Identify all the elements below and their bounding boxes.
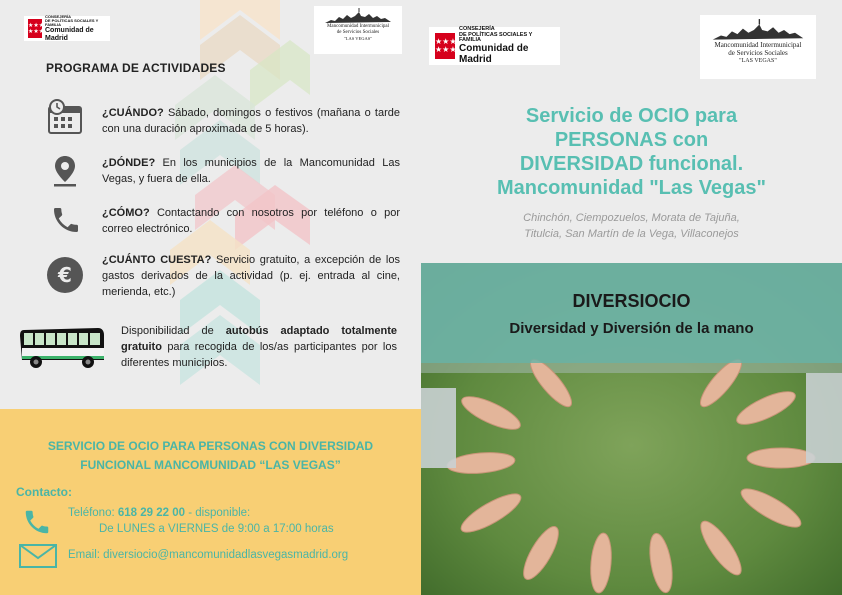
logo-line1: CONSEJERÍA <box>45 13 72 19</box>
when-text <box>102 105 400 137</box>
towns-line2: Titulcia, San Martín de la Vega, Villaconejos <box>524 228 739 240</box>
hours-line: De LUNES a VIERNES de 9:00 a 17:00 horas <box>99 523 334 535</box>
brand-band <box>421 263 842 363</box>
madrid-flag-icon: ★ ★ ★ ★ ★ ★ <box>435 33 455 59</box>
program-title: PROGRAMA DE ACTIVIDADES <box>46 61 226 75</box>
manc-line3: "LAS VEGAS" <box>343 36 373 41</box>
calendar-icon <box>46 99 84 135</box>
bus-pre: Disponibilidad de <box>121 325 226 337</box>
svg-text:€: € <box>58 263 72 287</box>
mancomunidad-logo <box>314 6 402 54</box>
bus-bold: autobús adaptado totalmente gratuito <box>121 325 397 353</box>
phone-post: - disponible: <box>185 507 251 519</box>
skyline-icon <box>710 19 806 41</box>
euro-icon <box>46 256 84 294</box>
brand-tagline: Diversidad y Diversión de la mano <box>509 320 754 337</box>
contact-section <box>0 409 421 595</box>
location-pin-icon <box>52 154 78 188</box>
manc-line1: Mancomunidad Intermunicipal <box>714 41 802 49</box>
phone-icon <box>50 204 82 236</box>
how-text <box>102 205 400 237</box>
email-link[interactable]: Email: diversiocio@mancomunidadlasvegasmadrid.org <box>68 549 349 561</box>
where-label: ¿DÓNDE? <box>102 157 156 169</box>
logo-line3: Comunidad de Madrid <box>45 27 94 42</box>
envelope-icon <box>18 543 58 569</box>
logo-line3: Comunidad de Madrid <box>459 43 529 65</box>
cover-panel <box>421 0 842 595</box>
logo-line2: DE POLÍTICAS SOCIALES Y FAMILIA <box>459 31 533 44</box>
towns-list <box>421 210 842 242</box>
brand-name: DIVERSIOCIO <box>572 291 691 311</box>
bus-post: para recogida de los/as participantes por los diferentes municipios. <box>121 341 397 369</box>
cover-title-line4: Mancomunidad "Las Vegas" <box>496 177 767 199</box>
cost-label: ¿CUÁNTO CUESTA? <box>102 254 212 266</box>
phone-icon <box>22 507 52 537</box>
where-desc: En los municipios de la Mancomunidad Las Vegas, y fuera de ella. <box>102 157 400 185</box>
contact-title <box>14 437 407 475</box>
cost-text <box>102 252 400 300</box>
cover-title <box>421 104 842 200</box>
phone-line <box>68 507 250 519</box>
manc-line3: "LAS VEGAS" <box>739 58 777 64</box>
towns-line1: Chinchón, Ciempozuelos, Morata de Tajuña, <box>523 212 740 224</box>
phone-number[interactable]: 618 29 22 00 <box>117 507 186 519</box>
cover-title-line2: PERSONAS con <box>554 129 709 151</box>
logo-line2: DE POLÍTICAS SOCIALES Y FAMILIA <box>45 18 99 28</box>
how-label: ¿CÓMO? <box>102 207 150 219</box>
how-desc: Contactando con nosotros por teléfono o por correo electrónico. <box>102 207 400 235</box>
madrid-flag-icon: ★ ★ ★ ★ ★ ★ <box>28 19 42 38</box>
contact-label: Contacto: <box>16 485 72 499</box>
phone-label: Teléfono: <box>68 507 118 519</box>
comunidad-madrid-logo <box>429 27 560 65</box>
cost-desc: Servicio gratuito, a excepción de los gastos derivados de la actividad (p. ej. entrada al cine, merienda, etc.) <box>102 254 400 298</box>
cover-title-line1: Servicio de OCIO para <box>525 105 738 127</box>
manc-line2: de Servicios Sociales <box>336 30 380 35</box>
where-text <box>102 155 400 187</box>
when-label: ¿CUÁNDO? <box>102 107 164 119</box>
logo-line1: CONSEJERÍA <box>459 25 495 32</box>
mancomunidad-logo <box>700 15 816 79</box>
comunidad-madrid-logo <box>24 13 110 42</box>
contact-title-line2: FUNCIONAL MANCOMUNIDAD “LAS VEGAS” <box>80 458 341 472</box>
bus-icon <box>18 322 106 372</box>
cover-title-line3: DIVERSIDAD funcional. <box>519 153 744 175</box>
contact-title-line1: SERVICIO DE OCIO PARA PERSONAS CON DIVERSIDAD <box>47 439 374 453</box>
bus-text <box>121 323 397 371</box>
when-desc: Sábado, domingos o festivos (mañana o tarde con una duración aproximada de 5 horas). <box>102 107 400 135</box>
manc-line2: de Servicios Sociales <box>728 49 788 57</box>
skyline-icon <box>323 8 393 24</box>
manc-line1: Mancomunidad Intermunicipal <box>326 24 390 29</box>
